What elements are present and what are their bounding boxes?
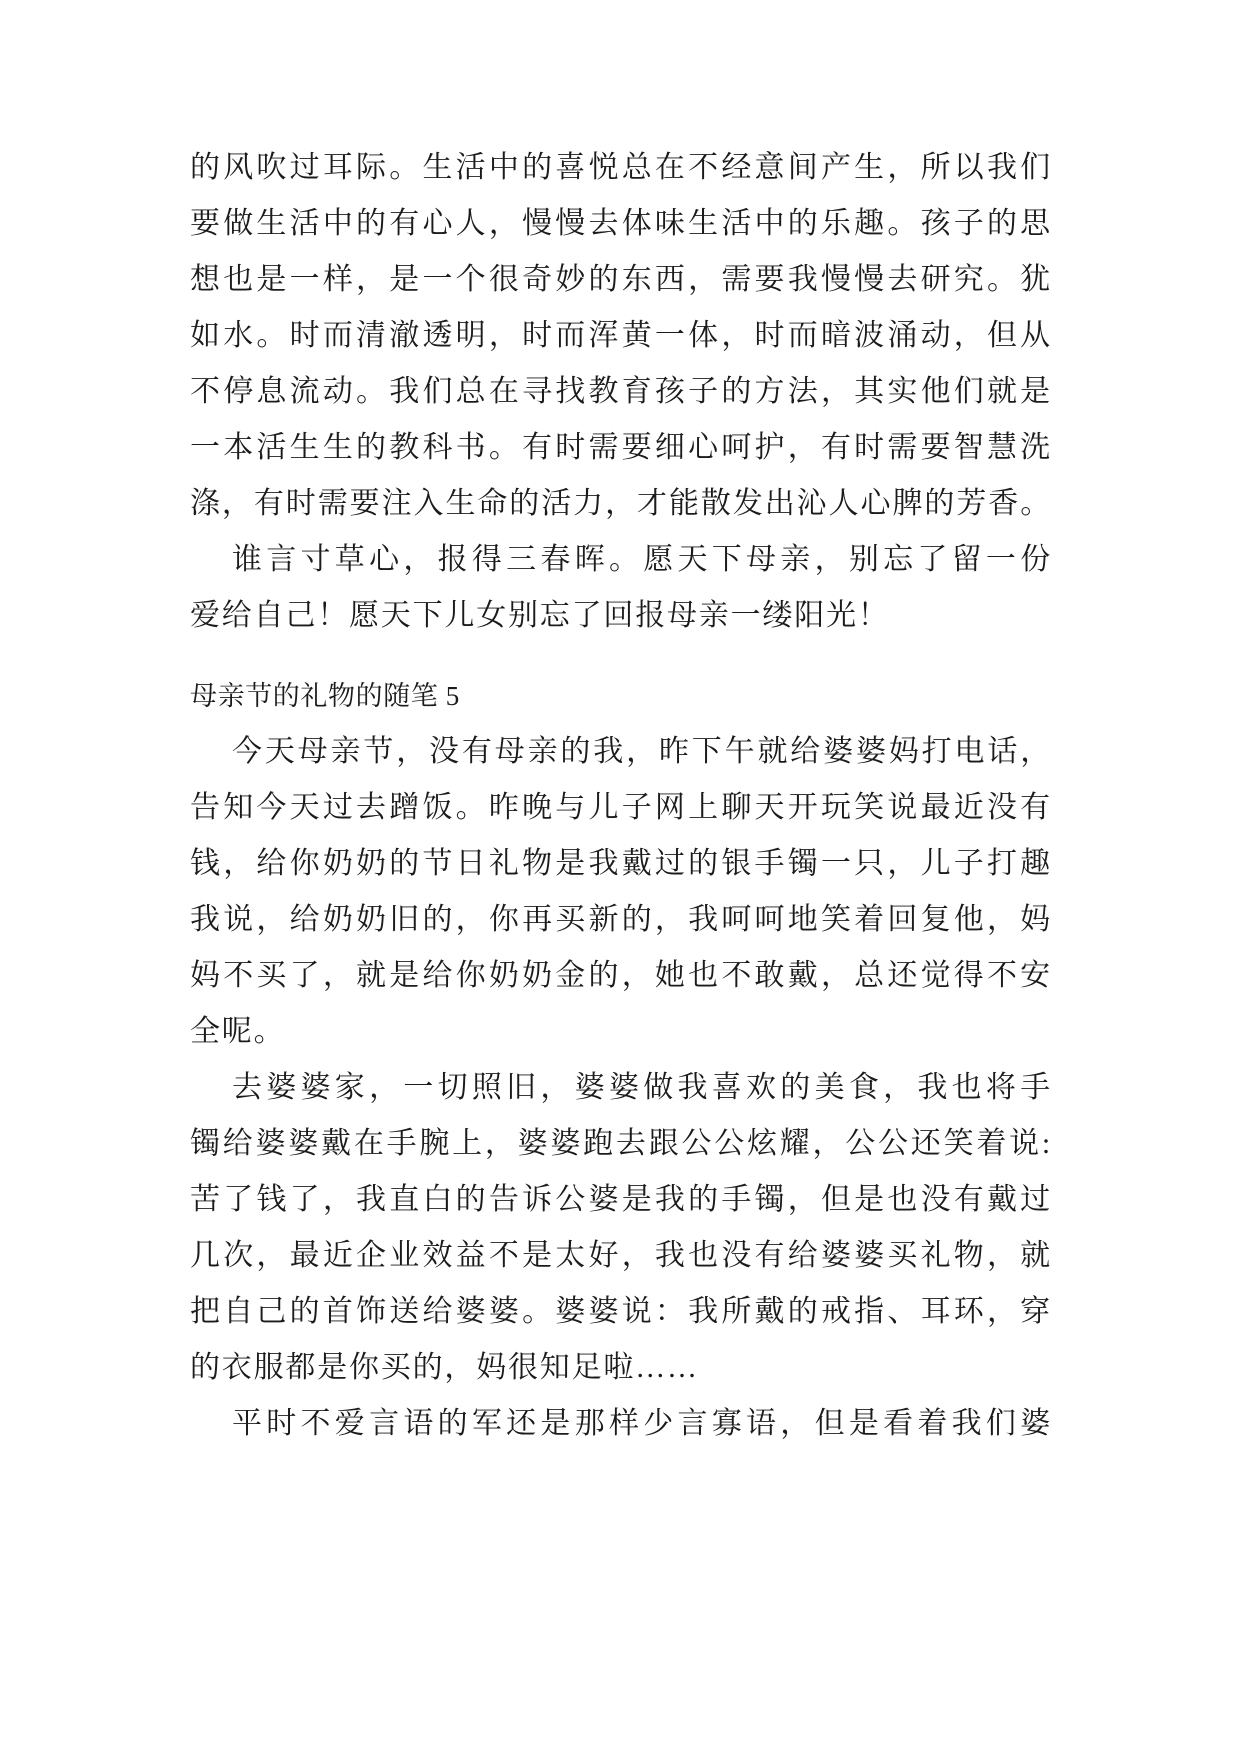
text-line: 今天母亲节，没有母亲的我，昨下午就给婆婆妈打电话， [232, 735, 1052, 768]
text-line: 要做生活中的有心人，慢慢去体味生活中的乐趣。孩子的思 [190, 207, 1052, 240]
text-line: 的衣服都是你买的，妈很知足啦…… [190, 1351, 699, 1384]
previous-essay-section [190, 140, 1052, 644]
text-line: 平时不爱言语的军还是那样少言寡语，但是看着我们婆 [232, 1407, 1052, 1440]
paragraph [190, 140, 1052, 532]
section-heading: 母亲节的礼物的随笔 5 [190, 681, 460, 711]
text-line: 爱给自己！愿天下儿女别忘了回报母亲一缕阳光！ [190, 599, 890, 632]
text-line: 钱，给你奶奶的节日礼物是我戴过的银手镯一只，儿子打趣 [190, 847, 1052, 880]
text-line: 如水。时而清澈透明，时而浑黄一体，时而暗波涌动，但从 [190, 319, 1052, 352]
paragraph [190, 1396, 1052, 1452]
text-line: 一本活生生的教科书。有时需要细心呵护，有时需要智慧洗 [190, 431, 1052, 464]
text-line: 的风吹过耳际。生活中的喜悦总在不经意间产生，所以我们 [190, 151, 1052, 184]
text-line: 把自己的首饰送给婆婆。婆婆说：我所戴的戒指、耳环，穿 [190, 1295, 1052, 1328]
text-line: 告知今天过去蹭饭。昨晚与儿子网上聊天开玩笑说最近没有 [190, 791, 1052, 824]
text-line: 全呢。 [190, 1015, 286, 1048]
text-line: 不停息流动。我们总在寻找教育孩子的方法，其实他们就是 [190, 375, 1052, 408]
text-line: 镯给婆婆戴在手腕上，婆婆跑去跟公公炫耀，公公还笑着说: [190, 1127, 1052, 1160]
text-line: 涤，有时需要注入生命的活力，才能散发出沁人心脾的芳香。 [190, 487, 1052, 520]
paragraph [190, 1060, 1052, 1396]
text-line: 去婆婆家，一切照旧，婆婆做我喜欢的美食，我也将手 [232, 1071, 1052, 1104]
text-line: 苦了钱了，我直白的告诉公婆是我的手镯，但是也没有戴过 [190, 1183, 1052, 1216]
text-line: 妈不买了，就是给你奶奶金的，她也不敢戴，总还觉得不安 [190, 959, 1052, 992]
paragraph [190, 724, 1052, 1060]
text-line: 我说，给奶奶旧的，你再买新的，我呵呵地笑着回复他，妈 [190, 903, 1052, 936]
essay-section [190, 668, 1052, 1452]
text-line: 谁言寸草心，报得三春晖。愿天下母亲，别忘了留一份 [232, 543, 1052, 576]
paragraph [190, 532, 1052, 644]
document-body [190, 140, 1052, 1452]
text-line: 几次，最近企业效益不是太好，我也没有给婆婆买礼物，就 [190, 1239, 1052, 1272]
text-line: 想也是一样，是一个很奇妙的东西，需要我慢慢去研究。犹 [190, 263, 1052, 296]
